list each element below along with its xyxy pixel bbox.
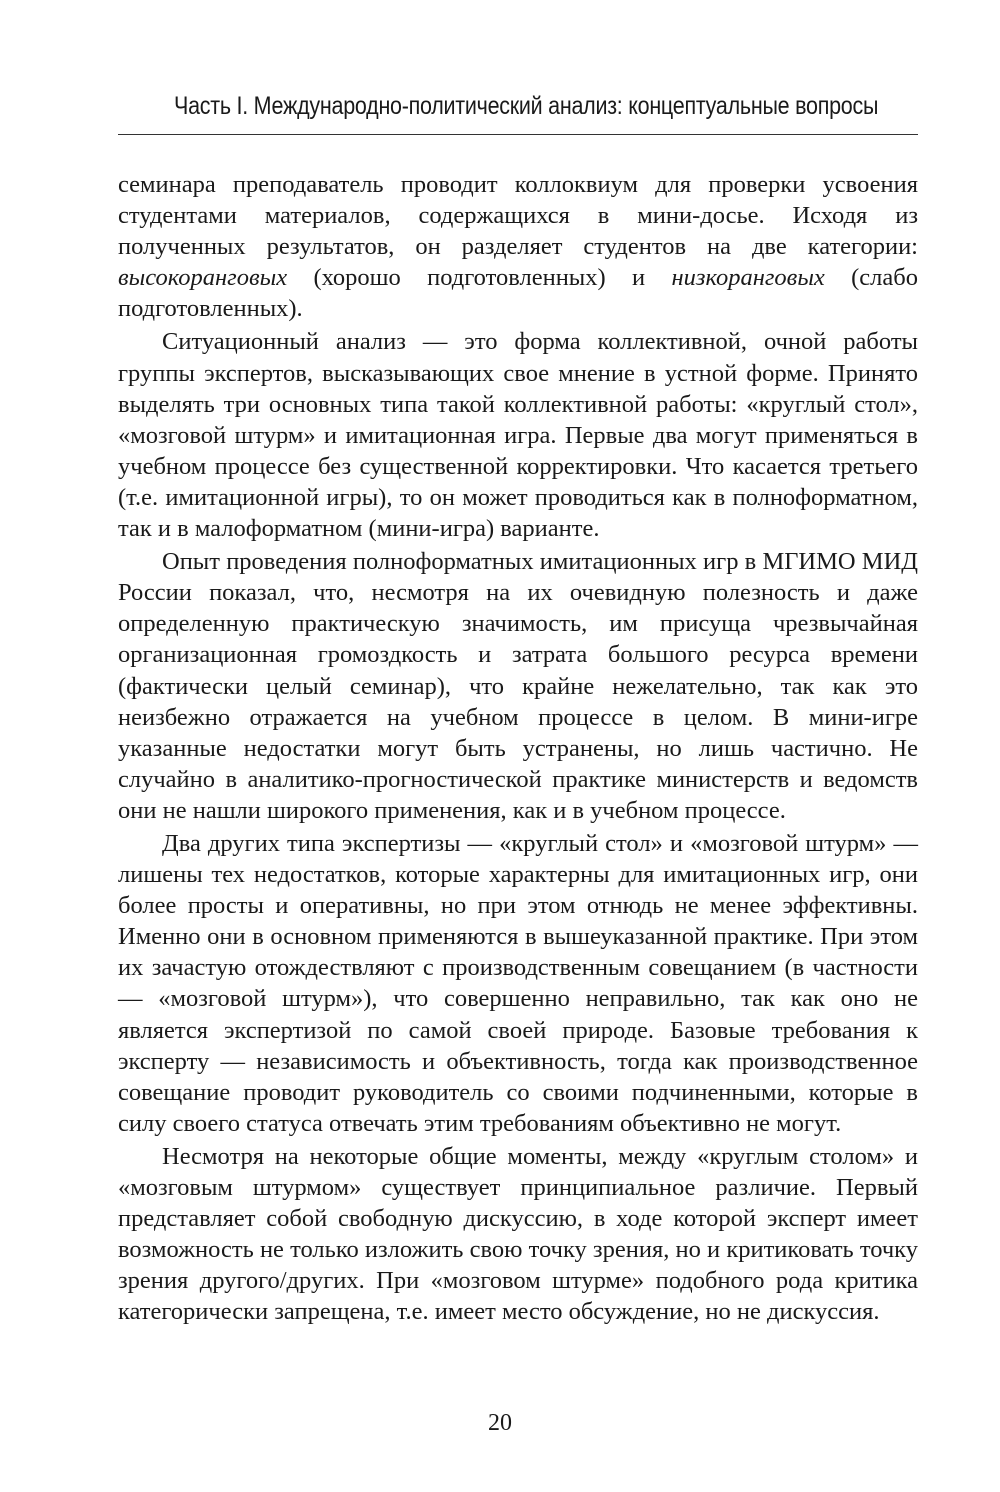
text-segment: (слабо подготовленных). (118, 264, 918, 323)
text-segment: Опыт проведения полноформатных имитационных игр в МГИМО МИД России показал, что, несмотря на их очевидную полезность и даже определенную практическую значимость, им присуща чрезвычайная организационная громоздкость и затрата большого ресурса времени (фактически целый семинар), что крайне нежелательно, так как это неизбежно отражается на учебном процессе в целом. В мини-игре указанные недостатки могут быть устранены, но лишь частично. Не случайно в аналитико-прогностической практике министерств и ведомств они не нашли широкого применения, как и в учебном процессе. (118, 548, 918, 824)
text-segment: Два других типа экспертизы — «круглый стол» и «мозговой штурм» — лишены тех недостатков, которые характерны для имитационных игр, они более просты и оперативны, но при этом отнюдь не менее эффективны. Именно они в основном применяются в вышеуказанной практике. При этом их зачастую отождествляют с производственным совещанием (в частности — «мозговой штурм»), что совершенно неправильно, так как оно не является экспертизой по самой своей природе. Базовые требования к эксперту — независимость и объективность, тогда как производственное совещание проводит руководитель со своими подчиненными, которые в силу своего статуса отвечать этим требованиям объективно не могут. (118, 829, 918, 1137)
text-segment: Несмотря на некоторые общие моменты, между «круглым столом» и «мозговым штурмом» существует принципиальное различие. Первый представляет собой свободную дискуссию, в ходе которой эксперт имеет возможность не только изложить свою точку зрения, но и критиковать точку зрения другого/других. При «мозговом штурме» подобного рода критика категорически запрещена, т.е. имеет место обсуждение, но не дискуссия. (118, 1142, 918, 1326)
paragraph-1 (118, 169, 918, 324)
paragraph-2 (118, 326, 918, 544)
text-segment: Ситуационный анализ — это форма коллективной, очной работы группы экспертов, высказывающих свое мнение в устной форме. Принято выделять три основных типа такой коллективной работы: «круглый стол», «мозговой штурм» и имитационная игра. Первые два могут применяться в учебном процессе без существенной корректировки. Что касается третьего (т.е. имитационной игры), то он может проводиться как в полноформатном, так и в малоформатном (мини-игра) варианте. (118, 328, 918, 543)
text-segment: семинара преподаватель проводит коллоквиум для проверки усвоения студентами материалов, содержащихся в мини-досье. Исходя из полученных результатов, он разделяет студентов на две категории: (118, 171, 918, 261)
body-text (118, 169, 918, 1327)
italic-term-high-rank: высокоранговых (118, 264, 288, 292)
running-head: Часть I. Международно-политический анализ: концептуальные вопросы (174, 92, 879, 120)
page-number: 20 (488, 1410, 512, 1436)
paragraph-4 (118, 828, 918, 1139)
paragraph-3 (118, 546, 918, 826)
text-segment: (хорошо подготовленных) и (287, 264, 672, 292)
paragraph-5 (118, 1141, 918, 1328)
header-rule (118, 134, 918, 135)
italic-term-low-rank: низкоранговых (671, 264, 825, 292)
